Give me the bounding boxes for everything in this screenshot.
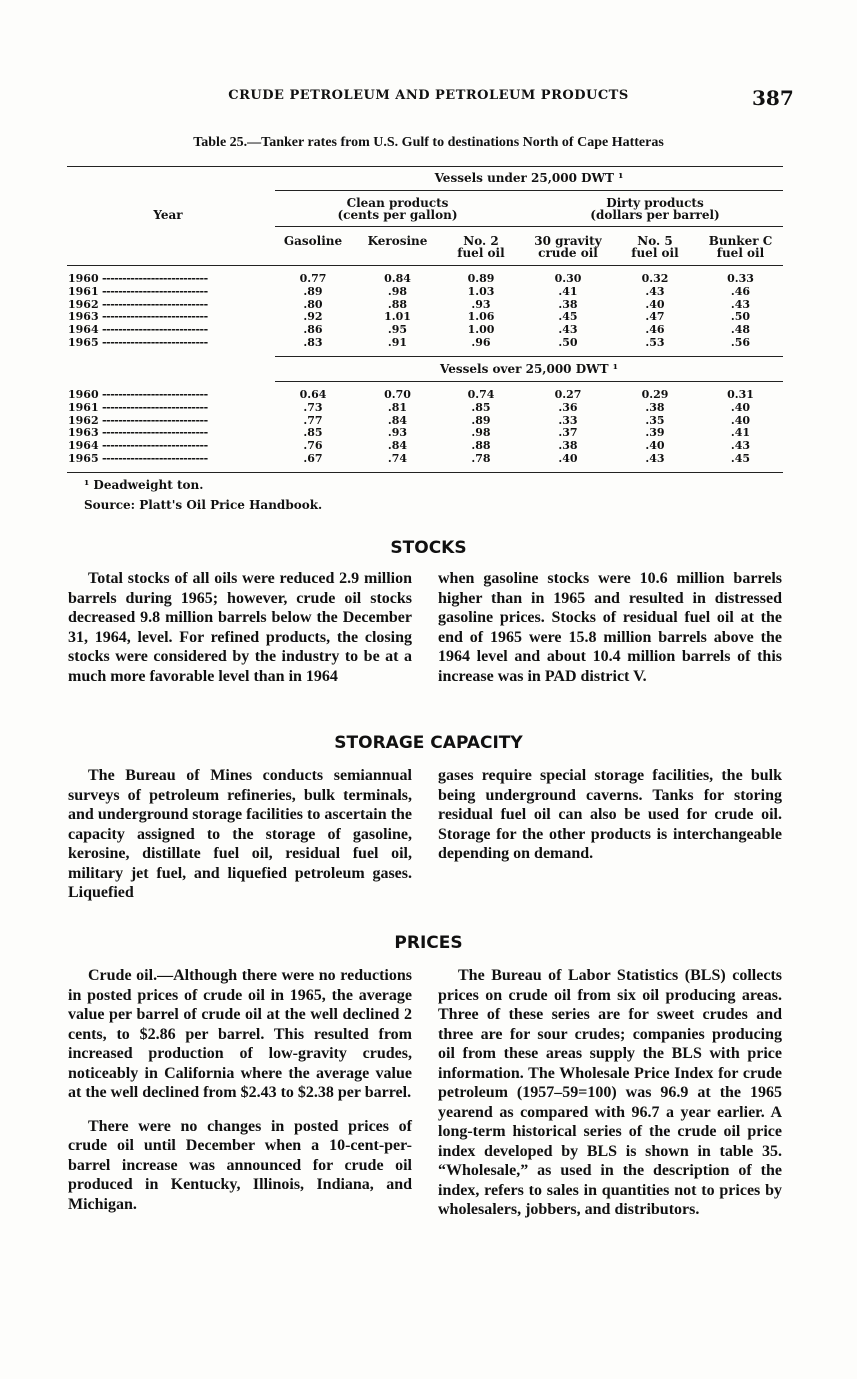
table-cell: .50 bbox=[730, 310, 751, 324]
group1-header: Vessels under 25,000 DWT ¹ bbox=[434, 171, 624, 185]
table-cell: 0.74 bbox=[467, 388, 495, 401]
row-year: 1964 -------------------------- bbox=[68, 323, 208, 337]
run-in-heading-crude-oil: Crude oil. bbox=[88, 967, 158, 984]
header-bottom-rule bbox=[67, 265, 783, 266]
table-cell: .41 bbox=[730, 426, 751, 440]
table-cell: .83 bbox=[303, 336, 323, 349]
section-heading-stocks: STOCKS bbox=[390, 538, 467, 558]
subheader-rule bbox=[275, 226, 783, 227]
table-cell: .80 bbox=[303, 297, 323, 311]
stocks-right-column bbox=[438, 569, 782, 686]
table-cell: .95 bbox=[387, 323, 408, 337]
prices-right-column bbox=[438, 966, 782, 1220]
paragraph: There were no changes in posted prices of crude oil until December when a 10-cent-per-barrel increase was announced for crude oil produced in Kentucky, Illinois, Indiana, and Michigan. bbox=[68, 1117, 412, 1213]
table-cell: .38 bbox=[558, 297, 578, 311]
table-cell: 0.77 bbox=[299, 272, 327, 285]
table-cell: 0.29 bbox=[641, 388, 669, 401]
table-cell: .73 bbox=[303, 400, 323, 414]
table-cell: 1.06 bbox=[467, 310, 495, 324]
table-cell: .91 bbox=[387, 336, 408, 349]
table-cell: .77 bbox=[303, 413, 323, 427]
table-cell: .43 bbox=[730, 297, 751, 311]
table-cell: .43 bbox=[645, 284, 665, 298]
table-cell: .43 bbox=[645, 452, 665, 465]
paragraph: The Bureau of Labor Statistics (BLS) collects prices on crude oil from six oil producing areas. Three of these series are for sweet crudes and three are for sour crudes; companies producing oil from these areas supply the BLS with price information. The Wholesale Price Index for crude petroleum (1957–59=100) was 96.9 at the 1965 yearend as compared with 96.7 a year earlier. A long-term historical series of the crude oil price index developed by BLS is shown in table 35. “Wholesale,” as used in the description of the index, refers to sales in quantities not to prices by wholesalers, jobbers, and distributors. bbox=[438, 967, 782, 1218]
table-cell: .85 bbox=[303, 426, 323, 440]
table-top-rule bbox=[67, 166, 783, 167]
group1-header-rule bbox=[275, 190, 783, 191]
group2-header: Vessels over 25,000 DWT ¹ bbox=[440, 362, 618, 376]
table-cell: 0.84 bbox=[384, 272, 411, 285]
paragraph: gases require special storage facilities, the bulk being underground caverns. Tanks for storing residual fuel oil can also be used for crude oil. Storage for the other products is interchangeable depending on demand. bbox=[438, 767, 782, 862]
section-heading-storage-capacity: STORAGE CAPACITY bbox=[334, 733, 523, 753]
year-header: Year bbox=[153, 208, 183, 222]
clean-products-header: Clean products (cents per gallon) bbox=[337, 196, 458, 222]
col-header-gasoline: Gasoline bbox=[283, 234, 343, 248]
row-year: 1961 -------------------------- bbox=[68, 284, 208, 298]
table-cell: .39 bbox=[645, 426, 665, 440]
table-cell: .35 bbox=[645, 413, 665, 427]
storage-left-column bbox=[68, 766, 412, 903]
table-cell: 0.70 bbox=[384, 388, 411, 401]
table-cell: .85 bbox=[471, 400, 491, 414]
table-cell: .67 bbox=[303, 452, 323, 465]
paragraph: Crude oil.—Although there were no reductions in posted prices of crude oil in 1965, the average value per barrel of crude oil at the well declined 2 cents, to $2.86 per barrel. This resulted from increased production of low-gravity crudes, noticeably in California where the average value at the well declined from $2.43 to $2.38 per barrel. bbox=[68, 967, 412, 1101]
row-year: 1963 -------------------------- bbox=[68, 426, 208, 440]
table-cell: .43 bbox=[558, 323, 578, 337]
table-cell: 0.32 bbox=[641, 272, 669, 285]
table-cell: .76 bbox=[303, 439, 323, 453]
table-cell: .74 bbox=[387, 452, 408, 465]
table-cell: .93 bbox=[471, 297, 491, 311]
table-cell: 0.64 bbox=[299, 388, 327, 401]
table-cell: .40 bbox=[645, 297, 665, 311]
table-cell: .45 bbox=[730, 452, 751, 465]
paragraph: when gasoline stocks were 10.6 million barrels higher than in 1965 and resulted in distressed gasoline prices. Stocks of residual fuel oil at the end of 1965 were 15.8 million barrels above the 1964 level and about 10.4 million barrels of this increase was in PAD district V. bbox=[438, 570, 782, 685]
table-cell: 1.03 bbox=[467, 284, 495, 298]
table-cell: .43 bbox=[730, 439, 751, 453]
row-year: 1965 -------------------------- bbox=[68, 452, 208, 465]
group2-header-rule bbox=[275, 381, 783, 382]
row-year: 1963 -------------------------- bbox=[68, 310, 208, 324]
table-cell: .40 bbox=[730, 400, 751, 414]
table-cell: .89 bbox=[471, 413, 491, 427]
table-cell: .48 bbox=[730, 323, 751, 337]
table-cell: .56 bbox=[730, 336, 751, 349]
table-cell: 0.27 bbox=[554, 388, 582, 401]
table-cell: .88 bbox=[387, 297, 408, 311]
table-cell: .37 bbox=[558, 426, 578, 440]
table-cell: .93 bbox=[387, 426, 408, 440]
prices-left-column bbox=[68, 966, 412, 1214]
table-cell: .46 bbox=[645, 323, 665, 337]
table-cell: .98 bbox=[471, 426, 491, 440]
table-cell: .84 bbox=[387, 439, 408, 453]
storage-right-column bbox=[438, 766, 782, 864]
table-cell: .78 bbox=[471, 452, 491, 465]
table-footnote: ¹ Deadweight ton. bbox=[84, 478, 204, 492]
paragraph: Total stocks of all oils were reduced 2.9 million barrels during 1965; however, crude oil stocks decreased 9.8 million barrels below the December 31, 1964, level. For refined products, the closing stocks were considered by the industry to be at a much more favorable level than in 1964 bbox=[68, 570, 412, 685]
row-year: 1960 -------------------------- bbox=[68, 388, 208, 401]
row-year: 1960 -------------------------- bbox=[68, 272, 208, 285]
row-year: 1962 -------------------------- bbox=[68, 413, 208, 427]
table-cell: 0.89 bbox=[467, 272, 495, 285]
table-cell: .81 bbox=[387, 400, 408, 414]
table-cell: .40 bbox=[558, 452, 578, 465]
table-cell: .92 bbox=[303, 310, 323, 324]
row-year: 1962 -------------------------- bbox=[68, 297, 208, 311]
table-cell: .84 bbox=[387, 413, 408, 427]
dirty-products-header: Dirty products (dollars per barrel) bbox=[590, 196, 720, 222]
table-cell: 0.30 bbox=[554, 272, 582, 285]
table-cell: .96 bbox=[471, 336, 491, 349]
page-number: 387 bbox=[752, 86, 794, 110]
group2-top-rule bbox=[275, 356, 783, 357]
col-header-no5-fuel-oil: No. 5 fuel oil bbox=[631, 234, 679, 260]
table-cell: .40 bbox=[645, 439, 665, 453]
table-cell: 1.00 bbox=[467, 323, 495, 337]
table-cell: .53 bbox=[645, 336, 665, 349]
table-cell: 1.01 bbox=[384, 310, 411, 324]
table-cell: .38 bbox=[558, 439, 578, 453]
section-heading-prices: PRICES bbox=[394, 933, 463, 953]
running-header-title: CRUDE PETROLEUM AND PETROLEUM PRODUCTS bbox=[228, 88, 629, 103]
table-caption: Table 25.—Tanker rates from U.S. Gulf to destinations North of Cape Hatteras bbox=[193, 135, 664, 150]
row-year: 1961 -------------------------- bbox=[68, 400, 208, 414]
table-cell: .45 bbox=[558, 310, 578, 324]
col-header-bunker-c: Bunker C fuel oil bbox=[708, 234, 773, 260]
stocks-left-column bbox=[68, 569, 412, 686]
table-bottom-rule bbox=[67, 472, 783, 473]
col-header-kerosine: Kerosine bbox=[367, 234, 428, 248]
table-cell: .86 bbox=[303, 323, 323, 337]
table-cell: .89 bbox=[303, 284, 323, 298]
table-cell: .38 bbox=[645, 400, 665, 414]
row-year: 1965 -------------------------- bbox=[68, 336, 208, 349]
table-cell: .88 bbox=[471, 439, 491, 453]
paragraph: The Bureau of Mines conducts semiannual surveys of petroleum refineries, bulk terminals, and underground storage facilities to ascertain the capacity assigned to the storage of gasoline, kerosine, distillate fuel oil, residual fuel oil, military jet fuel, and liquefied petroleum gases. Liquefied bbox=[68, 767, 412, 901]
table-cell: .98 bbox=[387, 284, 408, 298]
table-cell: .33 bbox=[558, 413, 578, 427]
table-cell: .36 bbox=[558, 400, 578, 414]
table-cell: .50 bbox=[558, 336, 578, 349]
col-header-30-gravity-crude: 30 gravity crude oil bbox=[534, 234, 602, 260]
table-cell: .46 bbox=[730, 284, 751, 298]
col-header-no2-fuel-oil: No. 2 fuel oil bbox=[457, 234, 505, 260]
table-cell: .47 bbox=[645, 310, 665, 324]
table-source: Source: Platt's Oil Price Handbook. bbox=[84, 498, 323, 512]
table-cell: 0.33 bbox=[727, 272, 754, 285]
table-cell: .40 bbox=[730, 413, 751, 427]
table-cell: .41 bbox=[558, 284, 578, 298]
row-year: 1964 -------------------------- bbox=[68, 439, 208, 453]
table-cell: 0.31 bbox=[727, 388, 754, 401]
